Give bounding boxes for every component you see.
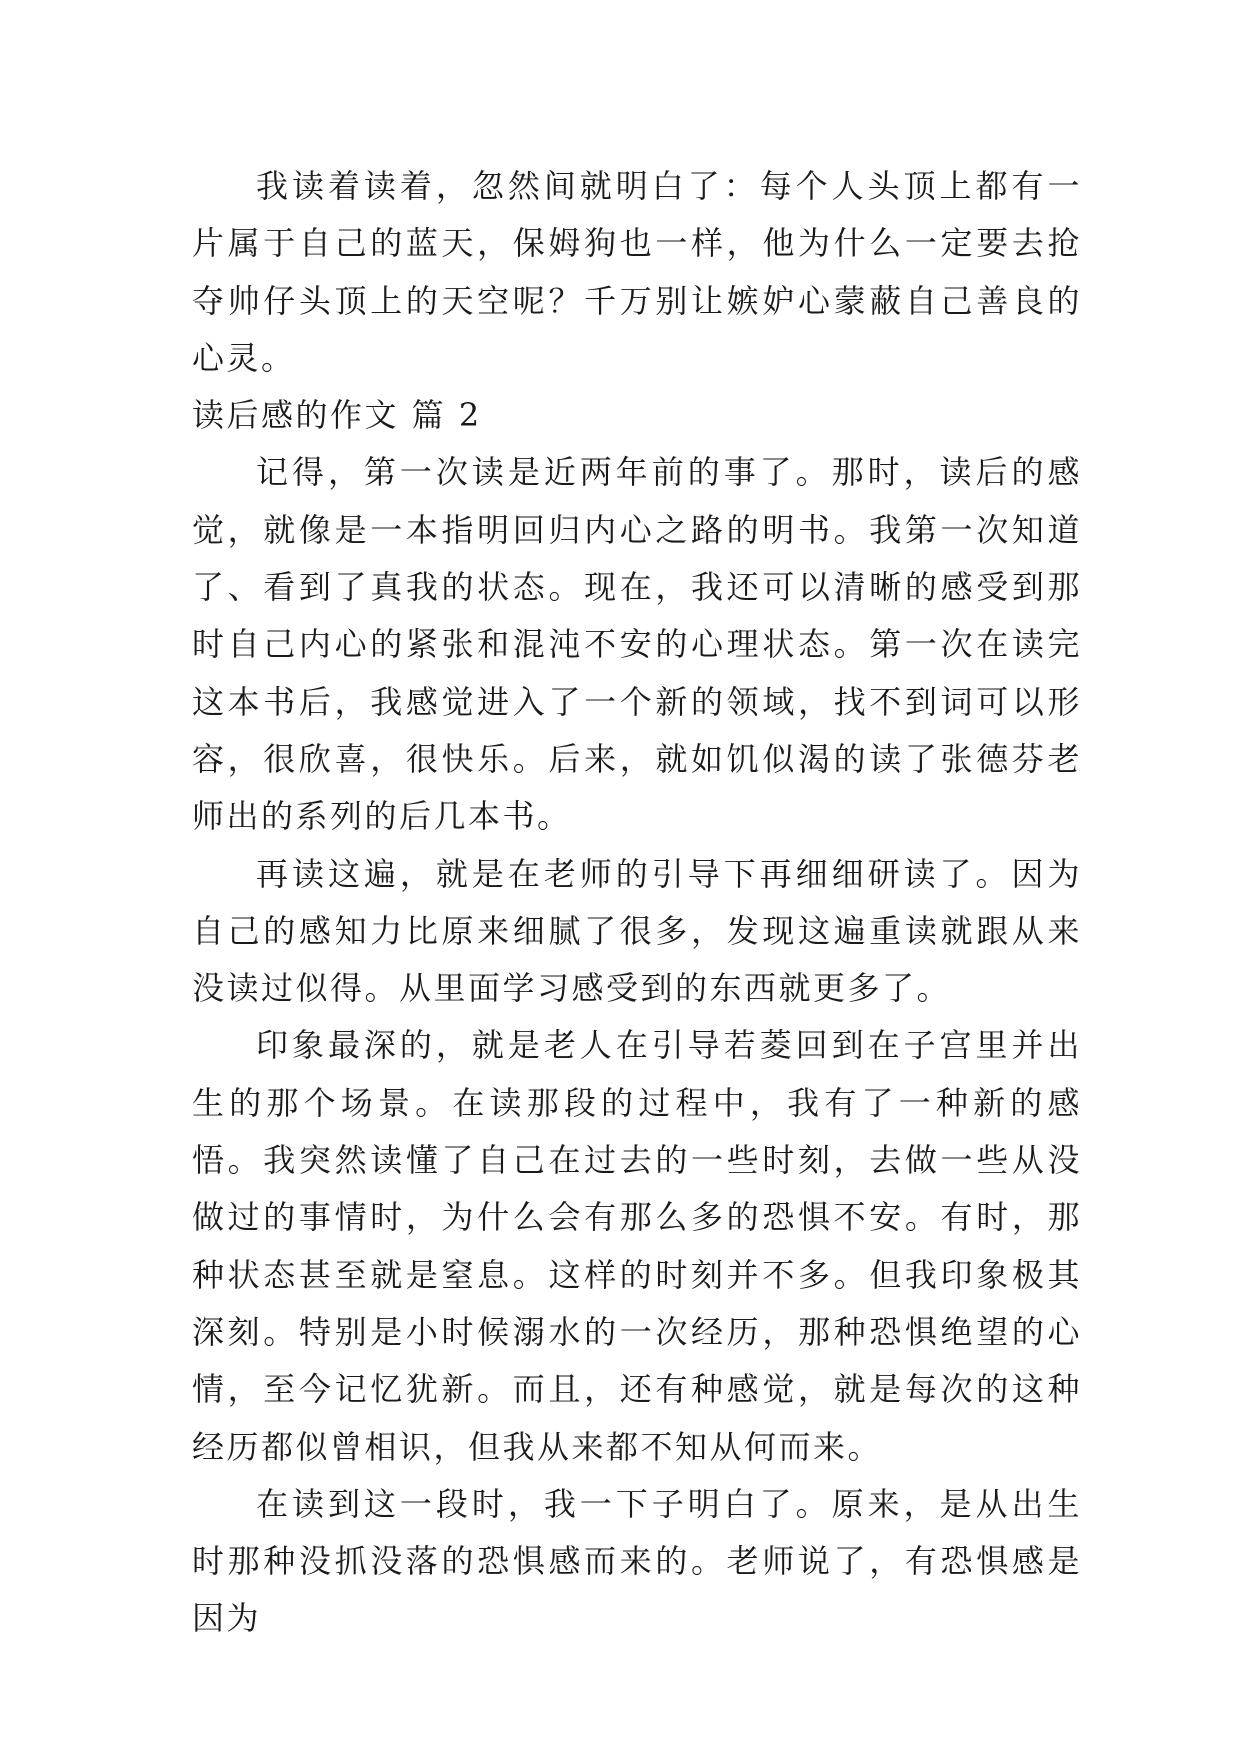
section-heading: 读后感的作文 篇 2 <box>192 396 482 435</box>
paragraph-2: 记得，第一次读是近两年前的事了。那时，读后的感觉，就像是一本指明回归内心之路的明书。我第一次知道了、看到了真我的状态。现在，我还可以清晰的感受到那时自己内心的紧张和混沌不安的心理状态。第一次在读完这本书后，我感觉进入了一个新的领域，找不到词可以形容，很欣喜，很快乐。后来，就如饥似渴的读了张德芬老师出的系列的后几本书。 <box>192 453 1082 836</box>
paragraph-1: 我读着读着，忽然间就明白了：每个人头顶上都有一片属于自己的蓝天，保姆狗也一样，他为什么一定要去抢夺帅仔头顶上的天空呢？千万别让嫉妒心蒙蔽自己善良的心灵。 <box>192 167 1082 377</box>
paragraph-4: 印象最深的，就是老人在引导若菱回到在子宫里并出生的那个场景。在读那段的过程中，我有了一种新的感悟。我突然读懂了自己在过去的一些时刻，去做一些从没做过的事情时，为什么会有那么多的恐惧不安。有时，那种状态甚至就是窒息。这样的时刻并不多。但我印象极其深刻。特别是小时候溺水的一次经历，那种恐惧绝望的心情，至今记忆犹新。而且，还有种感觉，就是每次的这种经历都似曾相识，但我从来都不知从何而来。 <box>192 1026 1082 1466</box>
paragraph-3: 再读这遍，就是在老师的引导下再细细研读了。因为自己的感知力比原来细腻了很多，发现这遍重读就跟从来没读过似得。从里面学习感受到的东西就更多了。 <box>192 854 1082 1008</box>
document-body <box>192 158 1082 1648</box>
paragraph-5: 在读到这一段时，我一下子明白了。原来，是从出生时那种没抓没落的恐惧感而来的。老师说了，有恐惧感是因为 <box>192 1484 1082 1638</box>
